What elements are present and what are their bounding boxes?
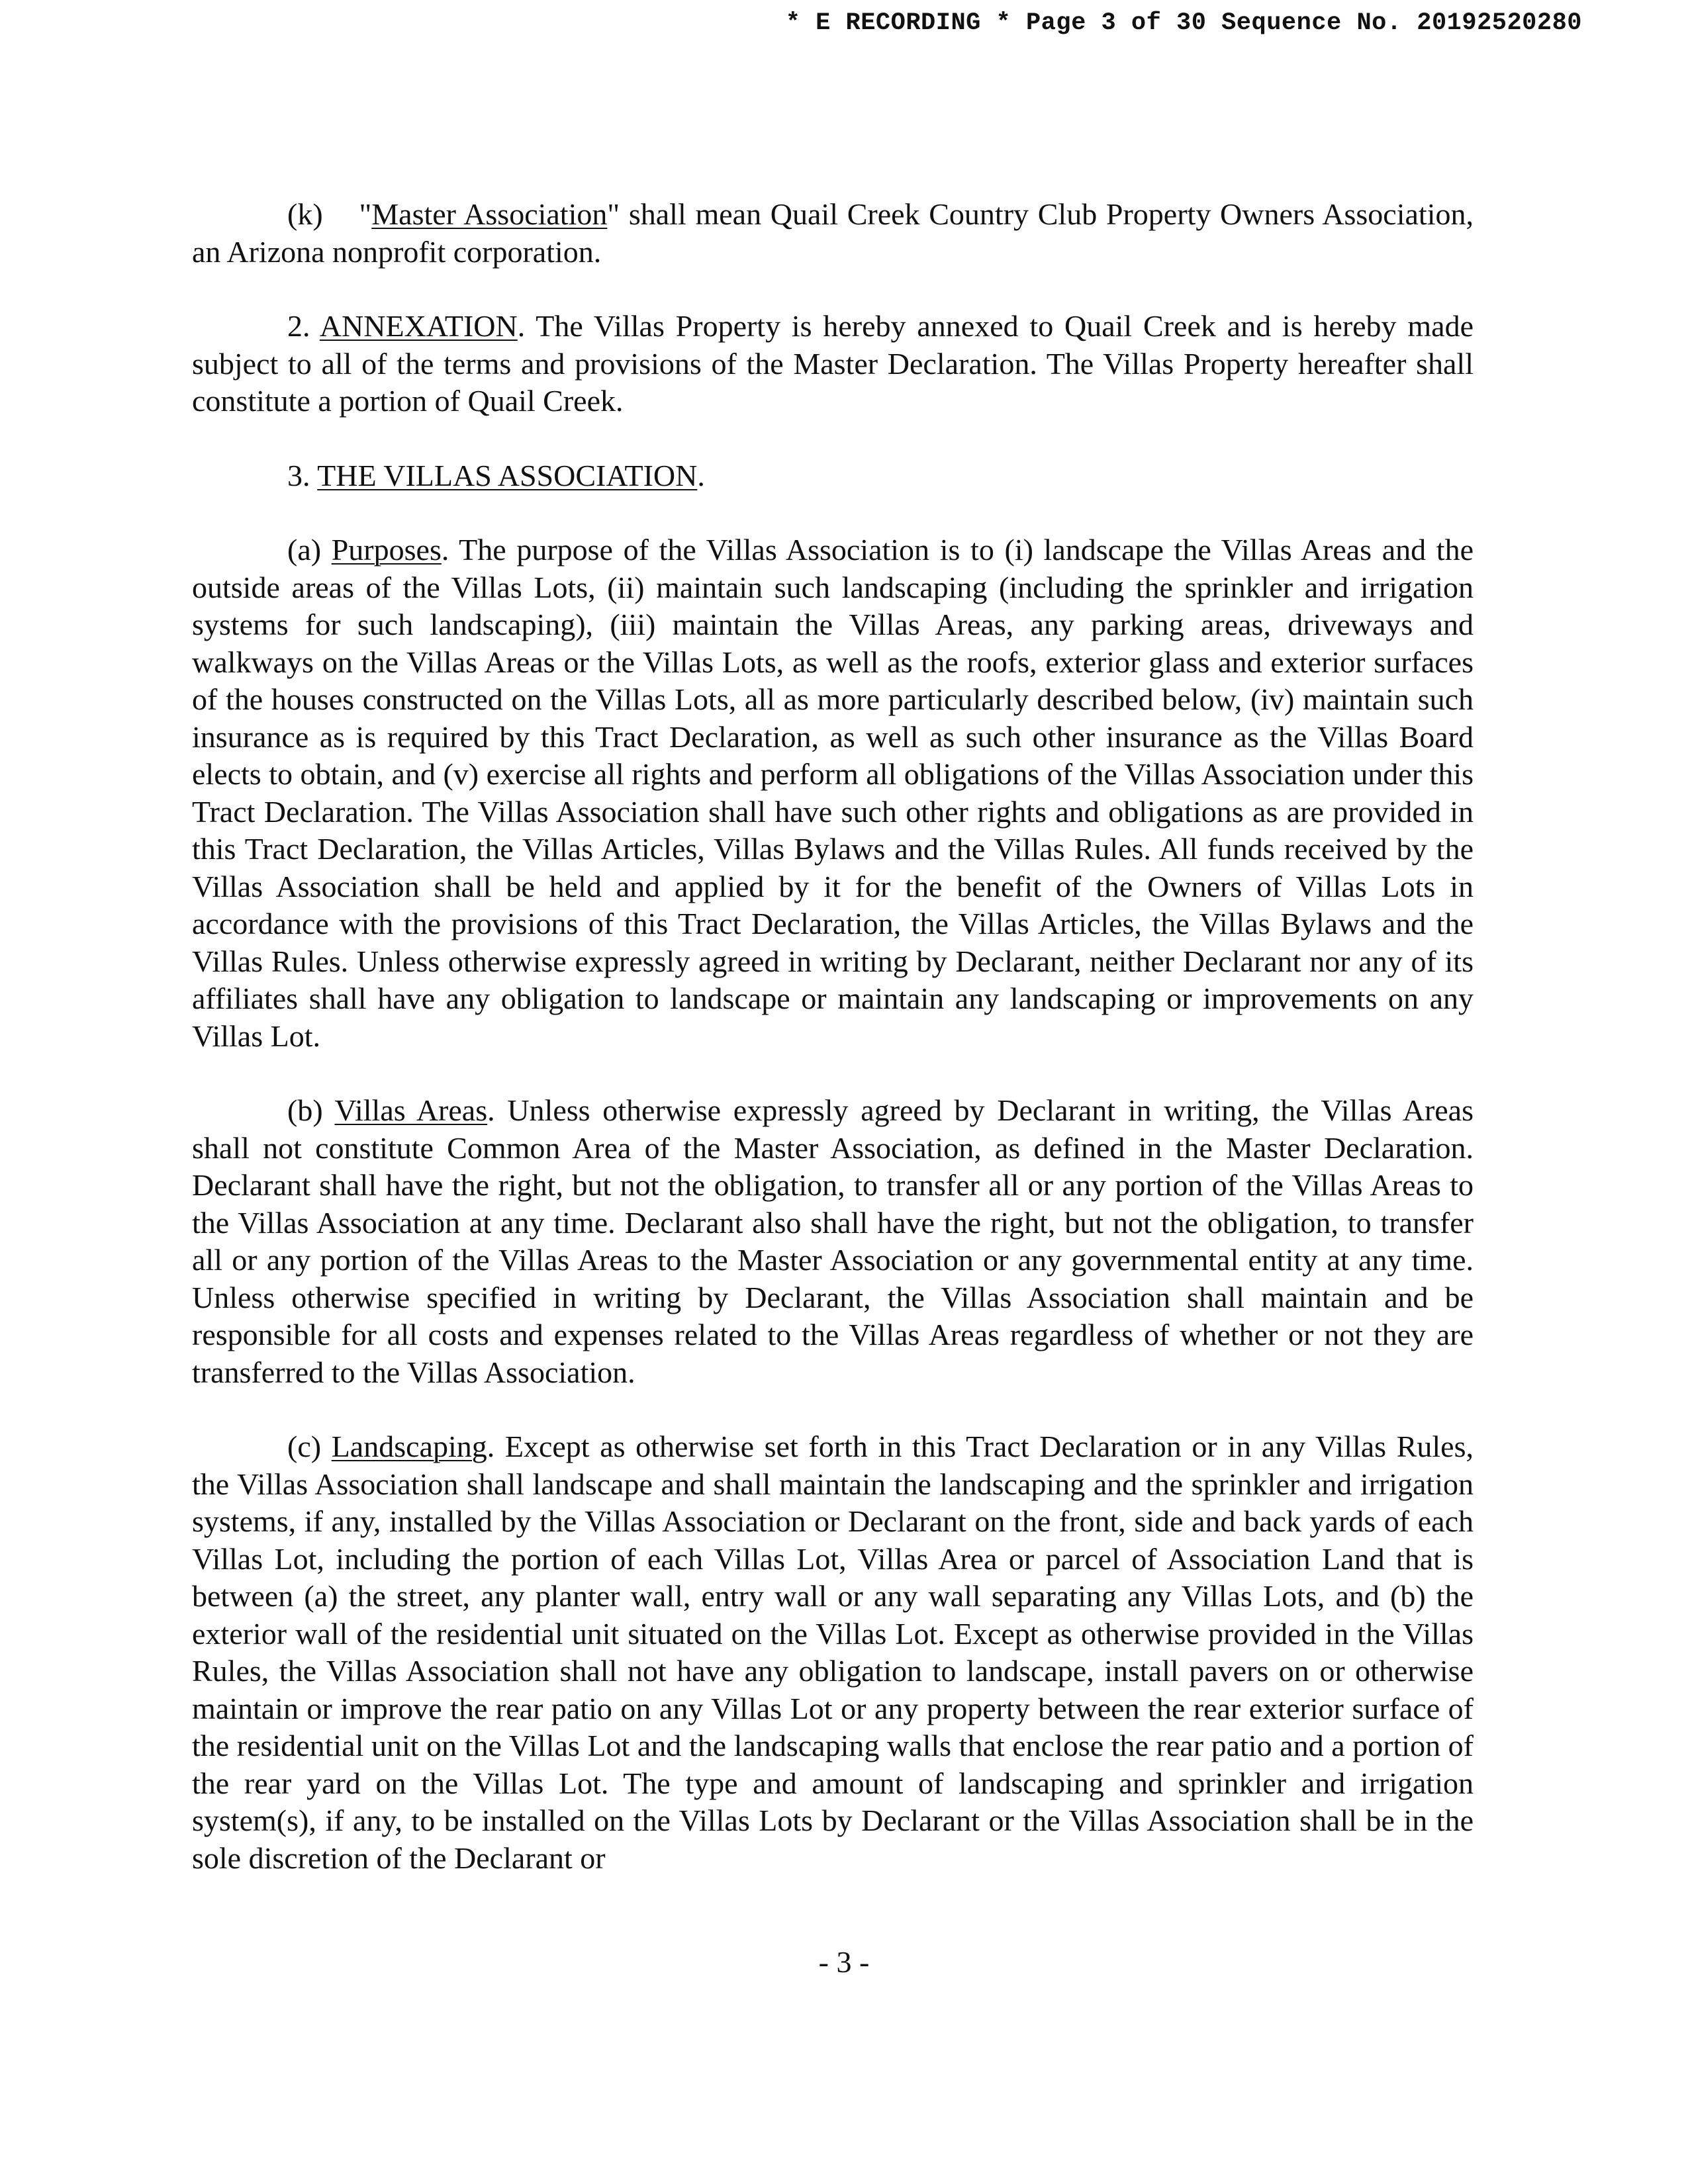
annexation-number: 2. (287, 309, 320, 343)
paragraph-annexation (192, 308, 1474, 420)
term-master-association: Master Association (371, 197, 608, 231)
villas-association-suffix: . (697, 458, 705, 492)
purposes-label: (a) (287, 533, 332, 567)
villas-areas-label: (b) (287, 1093, 335, 1127)
paragraph-landscaping (192, 1428, 1474, 1877)
document-body (192, 196, 1474, 1877)
villas-association-number: 3. (287, 458, 318, 492)
landscaping-text: . Except as otherwise set forth in this Tract Declaration or in any Villas Rules, the Villas Association shall landscape and shall maintain the landscaping and the sprinkler and irrigation systems, if any, installed by the Villas Association or Declarant on the front, side and back yards of each Villas Lot, including the portion of each Villas Lot, Villas Area or parcel of Association Land that is between (a) the street, any planter wall, entry wall or any wall separating any Villas Lots, and (b) the exterior wall of the residential unit situated on the Villas Lot. Except as otherwise provided in the Villas Rules, the Villas Association shall not have any obligation to landscape, install pavers on or otherwise maintain or improve the rear patio on any Villas Lot or any property between the rear exterior surface of the residential unit on the Villas Lot and the landscaping walls that enclose the rear patio and a portion of the rear yard on the Villas Lot. The type and amount of landscaping and sprinkler and irrigation system(s), if any, to be installed on the Villas Lots by Declarant or the Villas Association shall be in the sole discretion of the Declarant or (192, 1430, 1474, 1875)
page-number: - 3 - (818, 1945, 870, 1979)
paragraph-k-prefix: (k) " (287, 197, 372, 231)
villas-areas-text: . Unless otherwise expressly agreed by Declarant in writing, the Villas Areas shall not constitute Common Area of the Master Association, as defined in the Master Declaration. Declarant shall have the right, but not the obligation, to transfer all or any portion of the Villas Areas to the Villas Association at any time. Declarant also shall have the right, but not the obligation, to transfer all or any portion of the Villas Areas to the Master Association or any governmental entity at any time. Unless otherwise specified in writing by Declarant, the Villas Association shall maintain and be responsible for all costs and expenses related to the Villas Areas regardless of whether or not they are transferred to the Villas Association. (192, 1093, 1474, 1389)
villas-areas-heading: Villas Areas (334, 1093, 488, 1127)
paragraph-villas-areas (192, 1092, 1474, 1391)
villas-association-heading: THE VILLAS ASSOCIATION (317, 458, 698, 492)
landscaping-heading: Landscaping (331, 1430, 487, 1463)
annexation-heading: ANNEXATION (319, 309, 518, 343)
purposes-heading: Purposes (331, 533, 442, 567)
recording-header: * E RECORDING * Page 3 of 30 Sequence No. 20192520280 (785, 9, 1582, 37)
landscaping-label: (c) (287, 1430, 332, 1463)
paragraph-purposes (192, 531, 1474, 1055)
purposes-text: . The purpose of the Villas Association is to (i) landscape the Villas Areas and the outside areas of the Villas Lots, (ii) maintain such landscaping (including the sprinkler and irrigation systems for such landscaping), (iii) maintain the Villas Areas, any parking areas, driveways and walkways on the Villas Areas or the Villas Lots, as well as the roofs, exterior glass and exterior surfaces of the houses constructed on the Villas Lots, all as more particularly described below, (iv) maintain such insurance as is required by this Tract Declaration, as well as such other insurance as the Villas Board elects to obtain, and (v) exercise all rights and perform all obligations of the Villas Association under this Tract Declaration. The Villas Association shall have such other rights and obligations as are provided in this Tract Declaration, the Villas Articles, Villas Bylaws and the Villas Rules. All funds received by the Villas Association shall be held and applied by it for the benefit of the Owners of Villas Lots in accordance with the provisions of this Tract Declaration, the Villas Articles, the Villas Bylaws and the Villas Rules. Unless otherwise expressly agreed in writing by Declarant, neither Declarant nor any of its affiliates shall have any obligation to landscape or maintain any landscaping or improvements on any Villas Lot. (192, 533, 1474, 1053)
paragraph-k-master-association (192, 196, 1474, 271)
section-villas-association-heading (192, 457, 1474, 495)
annexation-text: . The Villas Property is hereby annexed to Quail Creek and is hereby made subject to all of the terms and provisions of the Master Declaration. The Villas Property hereafter shall constitute a portion of Quail Creek. (192, 309, 1474, 418)
paragraph-k-text: " shall mean Quail Creek Country Club Property Owners Association, an Arizona nonprofit corporation. (192, 197, 1474, 269)
